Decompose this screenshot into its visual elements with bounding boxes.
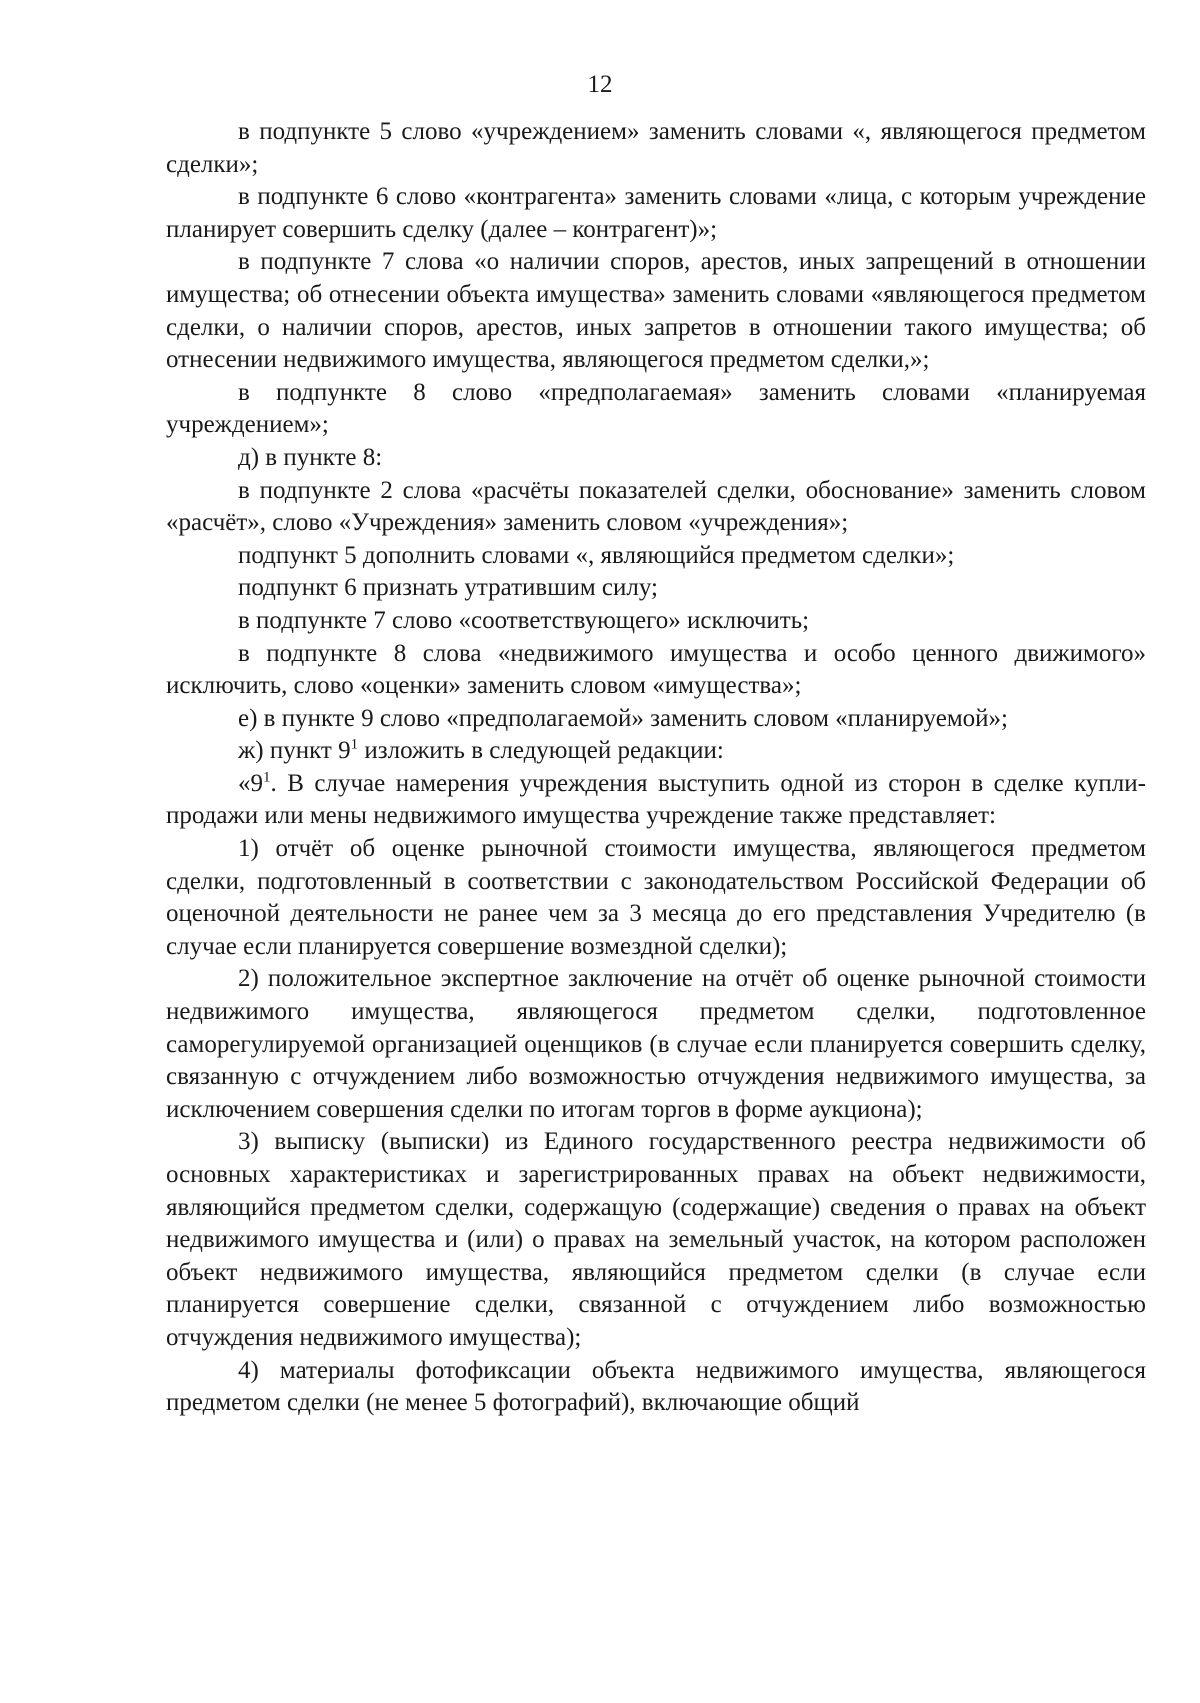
superscript-1: 1 <box>263 769 271 786</box>
paragraph-list-item-3: 3) выписку (выписки) из Единого государственного реестра недвижимости об основных характеристиках и зарегистрированных правах на объект недвижимости, являющийся предметом сделки, содержащую (содержащие) сведения о правах на объект недвижимого имущества и (или) о правах на земельный участок, на котором расположен объект недвижимого имущества, являющийся предметом сделки (в случае если планируется совершение сделки, связанной с отчуждением либо возможностью отчуждения недвижимого имущества); <box>166 1128 1146 1351</box>
paragraph-item-8-subitem-8: в подпункте 8 слова «недвижимого имущества и особо ценного движимого» исключить, слово «оценки» заменить словом «имущества»; <box>166 639 1146 700</box>
paragraph-item-e: е) в пункте 9 слово «предполагаемой» заменить словом «планируемой»; <box>238 704 1008 732</box>
paragraph-item-zh <box>166 735 1146 768</box>
paragraph-item-zh-text-after: изложить в следующей редакции: <box>358 737 724 765</box>
paragraph-item-8-subitem-5: подпункт 5 дополнить словами «, являющийся предметом сделки»; <box>238 541 955 569</box>
paragraph-subitem-5: в подпункте 5 слово «учреждением» заменить словами «, являющегося предметом сделки»; <box>166 118 1146 178</box>
paragraph-item-9-1-text-before: «9 <box>238 769 263 797</box>
paragraph-item-8-subitem-7: в подпункте 7 слово «соответствующего» исключить; <box>238 606 810 634</box>
paragraph-item-9-1 <box>166 768 1146 833</box>
paragraph-list-item-2: 2) положительное экспертное заключение на отчёт об оценке рыночной стоимости недвижимого имущества, являющегося предметом сделки, подготовленное саморегулируемой организацией оценщиков (в случае если планируется совершить сделку, связанную с отчуждением либо возможностью отчуждения недвижимого имущества, за исключением совершения сделки по итогам торгов в форме аукциона); <box>166 965 1146 1123</box>
paragraph-item-9-1-text-after: . В случае намерения учреждения выступить одной из сторон в сделке купли-продажи или мены недвижимого имущества учреждение также представляет: <box>166 769 1146 830</box>
paragraph-list-item-4: 4) материалы фотофиксации объекта недвижимого имущества, являющегося предметом сделки (не менее 5 фотографий), включающие общий <box>166 1356 1146 1417</box>
page-number: 12 <box>587 71 613 98</box>
paragraph-item-8-subitem-2: в подпункте 2 слова «расчёты показателей сделки, обоснование» заменить словом «расчёт», слово «Учреждения» заменить словом «учреждения»; <box>166 476 1146 537</box>
paragraph-subitem-8: в подпункте 8 слово «предполагаемая» заменить словами «планируемая учреждением»; <box>166 378 1146 439</box>
paragraph-subitem-7: в подпункте 7 слова «о наличии споров, арестов, иных запрещений в отношении имущества; об отнесении объекта имущества» заменить словами «являющегося предметом сделки, о наличии споров, арестов, иных запретов в отношении такого имущества; об отнесении недвижимого имущества, являющегося предметом сделки,»; <box>166 248 1146 374</box>
superscript-1: 1 <box>350 736 359 753</box>
paragraph-subitem-6: в подпункте 6 слово «контрагента» заменить словами «лица, с которым учреждение планирует совершить сделку (далее – контрагент)»; <box>166 183 1146 243</box>
paragraph-list-item-1: 1) отчёт об оценке рыночной стоимости имущества, являющегося предметом сделки, подготовленный в соответствии с законодательством Российской Федерации об оценочной деятельности не ранее чем за 3 месяца до его представления Учредителю (в случае если планируется совершение возмездной сделки); <box>166 835 1146 960</box>
paragraph-item-8-subitem-6: подпункт 6 признать утратившим силу; <box>238 574 658 602</box>
document-body <box>166 116 1146 1420</box>
paragraph-item-zh-text-before: ж) пункт 9 <box>238 737 351 765</box>
paragraph-item-d: д) в пункте 8: <box>238 443 383 471</box>
